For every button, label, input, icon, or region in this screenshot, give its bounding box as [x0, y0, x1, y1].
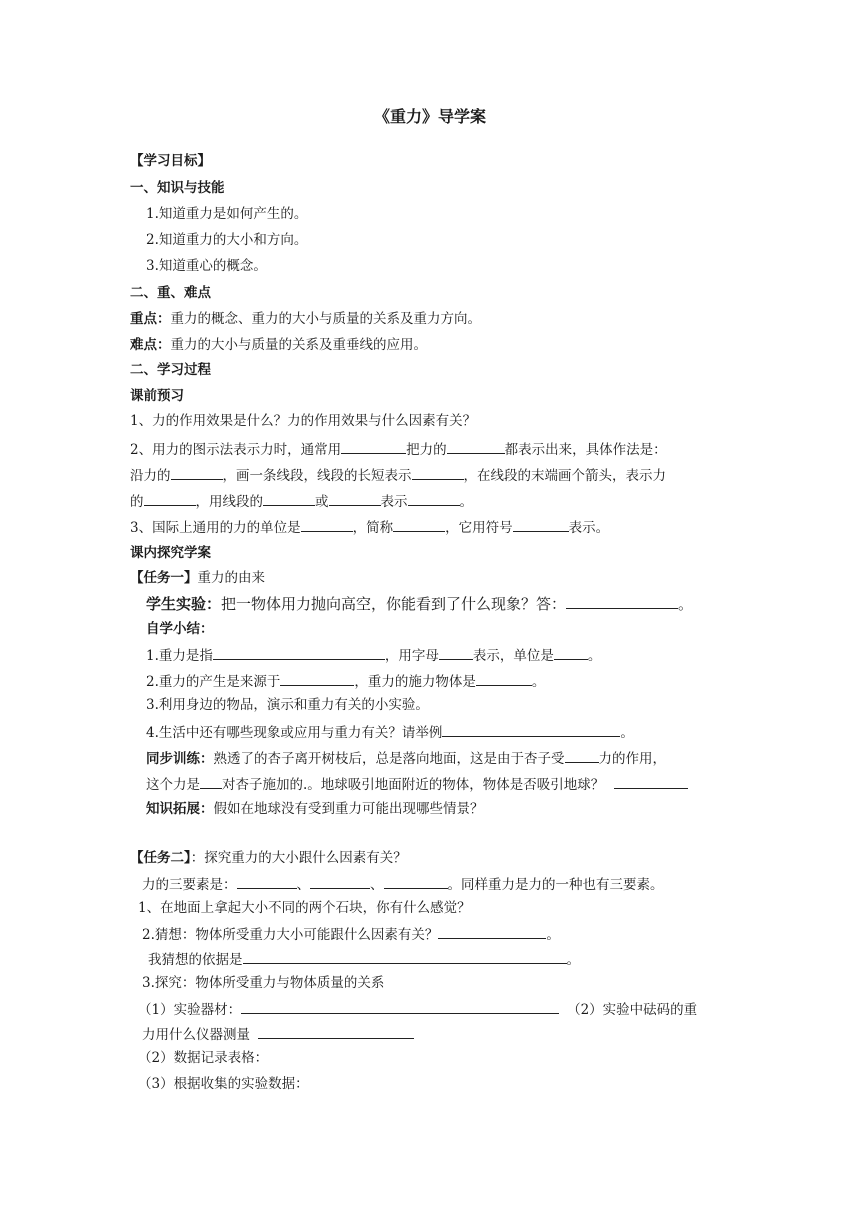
- blank[interactable]: [341, 439, 406, 454]
- blank[interactable]: [476, 671, 532, 686]
- question-1: 1、力的作用效果是什么？力的作用效果与什么因素有关？: [130, 413, 477, 429]
- key-text: 重力的概念、重力的大小与质量的关系及重力方向。: [170, 311, 481, 327]
- difficult-label: 难点：: [130, 337, 171, 353]
- section-knowledge-skills: 一、知识与技能: [130, 180, 225, 196]
- task-2-header: 【任务二】：探究重力的大小跟什么因素有关？: [130, 850, 407, 866]
- question-3: 3、国际上通用的力的单位是 ，简称 ，它用符号 表示。: [130, 517, 609, 537]
- answer-blank[interactable]: [566, 594, 678, 609]
- knowledge-extension: 知识拓展：假如在地球没有受到重力可能出现哪些情景？: [146, 801, 484, 817]
- task-1-header: 【任务一】重力的由来: [130, 570, 265, 586]
- blank[interactable]: [614, 774, 688, 789]
- task-2-explore: 3.探究：物体所受重力与物体质量的关系: [142, 975, 385, 991]
- blank[interactable]: [241, 999, 559, 1014]
- blank[interactable]: [171, 465, 223, 480]
- self-summary-header: 自学小结：: [146, 621, 214, 637]
- preview-header: 课前预习: [130, 388, 184, 404]
- blank[interactable]: [513, 517, 569, 532]
- blank[interactable]: [408, 491, 460, 506]
- blank[interactable]: [301, 517, 353, 532]
- blank[interactable]: [447, 439, 505, 454]
- goal-item-3: 3.知道重心的概念。: [146, 258, 267, 274]
- blank[interactable]: [554, 645, 588, 660]
- question-2-line3: 的 ，用线段的 或 表示 。: [130, 491, 473, 511]
- blank[interactable]: [310, 874, 370, 889]
- inclass-header: 课内探究学案: [130, 545, 211, 561]
- summary-item-4: 4.生活中还有哪些现象或应用与重力有关？请举例 。: [146, 722, 634, 742]
- blank[interactable]: [393, 517, 445, 532]
- blank[interactable]: [144, 491, 196, 506]
- difficult-point: [130, 336, 427, 354]
- blank[interactable]: [280, 671, 354, 686]
- summary-item-2: 2.重力的产生是来源于 ，重力的施力物体是 。: [146, 671, 545, 691]
- goal-item-1: 1.知道重力是如何产生的。: [146, 206, 308, 222]
- task-2-instrument: 力用什么仪器测量: [142, 1024, 414, 1044]
- blank[interactable]: [200, 774, 222, 789]
- blank[interactable]: [258, 1024, 414, 1039]
- summary-item-3: 3.利用身边的物品，演示和重力有关的小实验。: [146, 697, 429, 713]
- student-experiment: 学生实验：把一物体用力抛向高空，你能看到了什么现象？答： 。: [146, 595, 694, 613]
- task-2-item-1: 1、在地面上拿起大小不同的两个石块，你有什么感觉？: [138, 900, 471, 916]
- section-process: 二、学习过程: [130, 362, 211, 378]
- blank[interactable]: [384, 874, 448, 889]
- task-2-table: （2）数据记录表格：: [138, 1050, 269, 1066]
- blank[interactable]: [442, 722, 620, 737]
- blank[interactable]: [438, 924, 546, 939]
- blank[interactable]: [412, 465, 464, 480]
- difficult-text: 重力的大小与质量的关系及重垂线的应用。: [170, 337, 427, 353]
- question-2: 2、用力的图示法表示力时，通常用 把力的 都表示出来，具体作法是：: [130, 439, 667, 459]
- task-2-guess: 2.猜想：物体所受重力大小可能跟什么因素有关？ 。: [142, 924, 560, 944]
- blank[interactable]: [213, 645, 385, 660]
- task-2-data: （3）根据收集的实验数据：: [138, 1076, 309, 1092]
- section-key-points: 二、重、难点: [130, 285, 211, 301]
- blank[interactable]: [439, 645, 473, 660]
- sync-training-line2: 这个力是 对杏子施加的.。地球吸引地面附近的物体，物体是否吸引地球？: [146, 774, 688, 794]
- task-2-equipment: （1）实验器材： （2）实验中砝码的重: [138, 999, 697, 1019]
- blank[interactable]: [565, 748, 599, 763]
- three-elements: 力的三要素是： 、 、 。同样重力是力的一种也有三要素。: [142, 874, 664, 894]
- blank[interactable]: [243, 949, 567, 964]
- blank[interactable]: [263, 491, 315, 506]
- goals-header: 【学习目标】: [130, 153, 211, 169]
- sync-training: 同步训练：熟透了的杏子离开树枝后，总是落向地面，这是由于杏子受 力的作用，: [146, 748, 666, 768]
- task-2-basis: 我猜想的依据是 。: [148, 949, 580, 969]
- blank[interactable]: [329, 491, 381, 506]
- page-title: 《重力》导学案: [373, 107, 486, 126]
- question-2-line2: 沿力的 ，画一条线段，线段的长短表示 ，在线段的末端画个箭头，表示力: [130, 465, 666, 485]
- key-label: 重点：: [130, 311, 171, 327]
- blank[interactable]: [237, 874, 297, 889]
- goal-item-2: 2.知道重力的大小和方向。: [146, 232, 308, 248]
- key-point: [130, 310, 481, 328]
- summary-item-1: 1.重力是指 ，用字母 表示，单位是 。: [146, 645, 601, 665]
